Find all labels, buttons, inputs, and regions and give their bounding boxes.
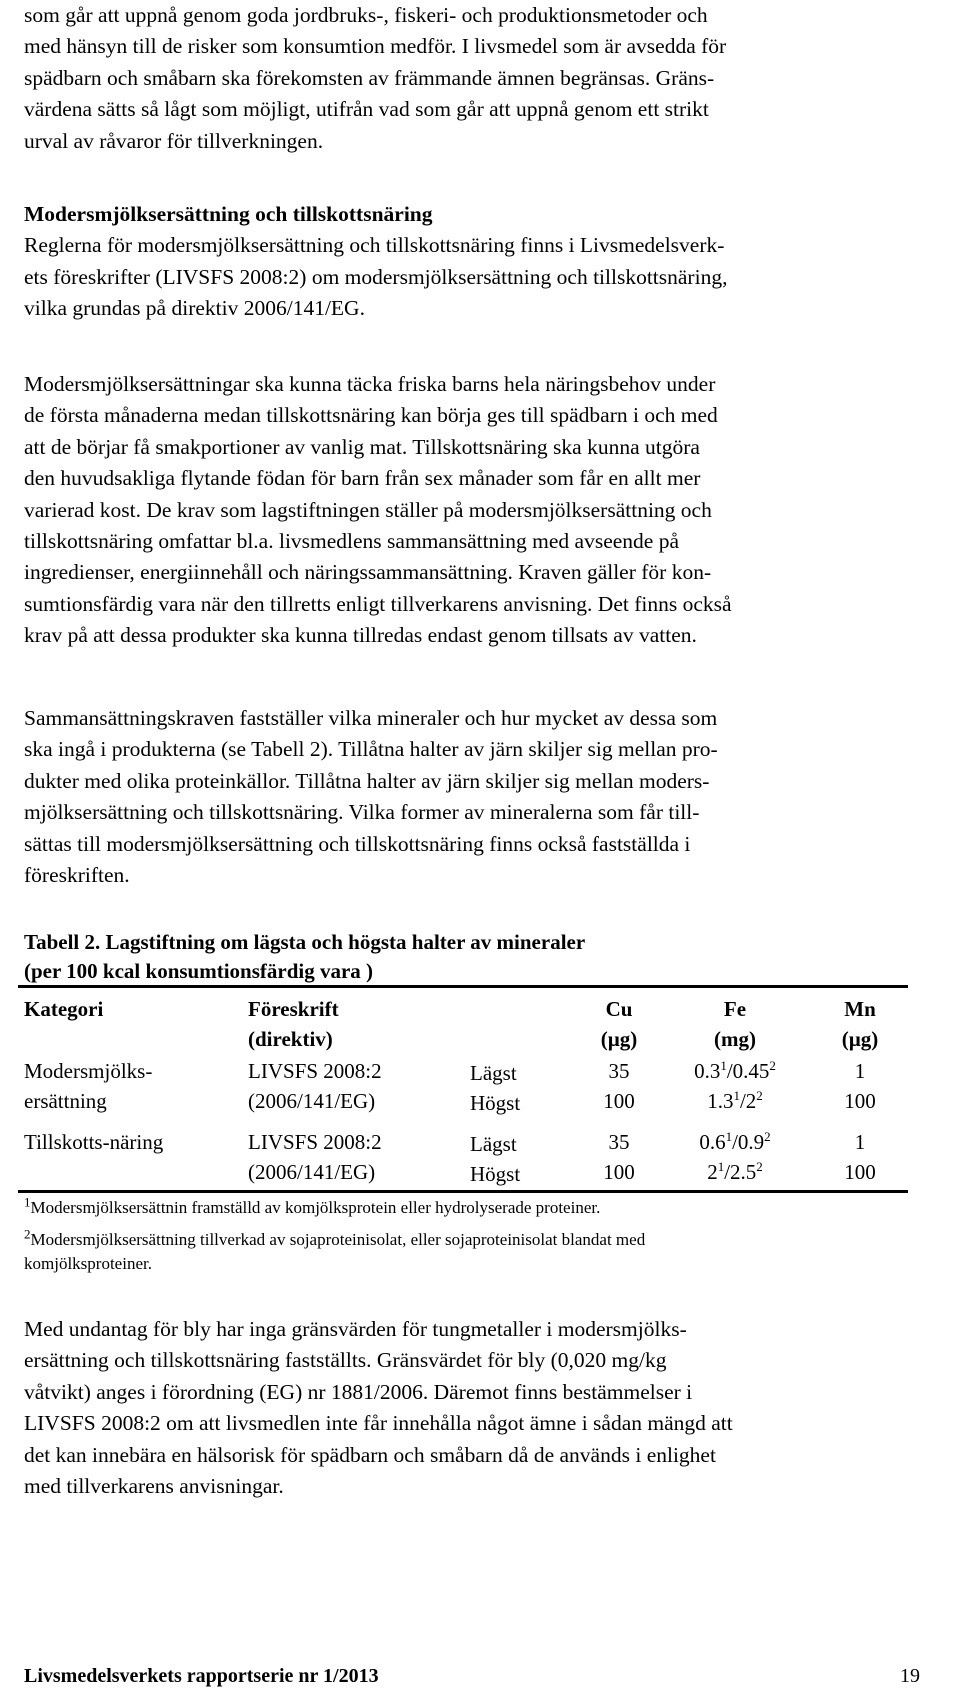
text-line: våtvikt) anges i förordning (EG) nr 1881/2006. Däremot finns bestämmelser i bbox=[24, 1379, 693, 1404]
col-header-cu: Cu bbox=[605, 997, 633, 1021]
paragraph-composition bbox=[24, 703, 944, 891]
col-header-mn: Mn bbox=[844, 997, 876, 1021]
table-cell-cu-high: 100 bbox=[603, 1089, 635, 1113]
text-line: vilka grundas på direktiv 2006/141/EG. bbox=[24, 296, 365, 321]
table-cell-direktiv: (2006/141/EG) bbox=[248, 1160, 376, 1184]
text-line: värdena sätts så lågt som möjligt, utifrån vad som går att uppnå genom ett strikt bbox=[24, 97, 709, 122]
text-line: mjölksersättning och tillskottsnäring. Vilka former av mineralerna som får till- bbox=[24, 800, 700, 825]
section-modersmjolk bbox=[24, 199, 944, 325]
table-cell-level-low: Lägst bbox=[470, 1132, 517, 1156]
table-cell-direktiv: (2006/141/EG) bbox=[248, 1089, 376, 1113]
table-footnote-2-cont: komjölksproteiner. bbox=[24, 1254, 152, 1273]
table-cell-fe-high: $2^1/2.5^2$ bbox=[707, 1159, 763, 1184]
table-cell-cu-high: 100 bbox=[603, 1160, 635, 1184]
table-cell-level-high: Högst bbox=[470, 1091, 521, 1115]
col-header-cu-unit: (µg) bbox=[600, 1027, 638, 1051]
text-line: det kan innebära en hälsorisk för spädbarn och småbarn då de används i enlighet bbox=[24, 1442, 716, 1467]
text-line: ska ingå i produkterna (se Tabell 2). Tillåtna halter av järn skiljer sig mellan pro- bbox=[24, 737, 718, 762]
table-cell-cu-low: 35 bbox=[608, 1130, 630, 1154]
text-line: Sammansättningskraven fastställer vilka mineraler och hur mycket av dessa som bbox=[24, 706, 718, 730]
text-line: som går att uppnå genom goda jordbruks-, fiskeri- och produktionsmetoder och bbox=[24, 3, 708, 27]
col-header-mn-unit: (µg) bbox=[841, 1027, 879, 1051]
paragraph-heavy-metals bbox=[24, 1314, 944, 1502]
table-cell-mn-high: 100 bbox=[844, 1089, 876, 1113]
table-cell-foreskrift: LIVSFS 2008:2 bbox=[248, 1130, 382, 1154]
paragraph-intro bbox=[24, 0, 944, 157]
text-line: tillskottsnäring omfattar bl.a. livsmedlens sammansättning med avseende på bbox=[24, 529, 680, 554]
text-line: Modersmjölksersättningar ska kunna täcka friska barns hela näringsbehov under bbox=[24, 372, 716, 396]
text-line: LIVSFS 2008:2 om att livsmedlen inte får innehålla något ämne i sådan mängd att bbox=[24, 1411, 733, 1436]
table-cell-mn-high: 100 bbox=[844, 1160, 876, 1184]
table-cell-foreskrift: LIVSFS 2008:2 bbox=[248, 1059, 382, 1083]
text-line: ingredienser, energiinnehåll och näringssammansättning. Kraven gäller för kon- bbox=[24, 560, 712, 585]
table-cell-fe-low: $0.6^1/0.9^2$ bbox=[699, 1129, 771, 1154]
text-line: Reglerna för modersmjölksersättning och tillskottsnäring finns i Livsmedelsverk- bbox=[24, 233, 725, 258]
table-top-rule bbox=[18, 985, 908, 988]
text-line: ersättning och tillskottsnäring fastställts. Gränsvärdet för bly (0,020 mg/kg bbox=[24, 1348, 667, 1373]
text-line: föreskriften. bbox=[24, 863, 130, 888]
text-line: att de börjar få smakportioner av vanlig mat. Tillskottsnäring ska kunna utgöra bbox=[24, 434, 700, 459]
col-header-fe: Fe bbox=[723, 997, 747, 1021]
table-footnote-1: $^1$Modersmjölksersättnin framställd av komjölksprotein eller hydrolyserade proteiner. bbox=[24, 1194, 601, 1217]
section-heading: Modersmjölksersättning och tillskottsnäring bbox=[24, 202, 433, 226]
table-row-kategori: Tillskotts-näring bbox=[24, 1130, 164, 1154]
col-header-fe-unit: (mg) bbox=[714, 1027, 756, 1051]
table-cell-fe-high: $1.3^1/2^2$ bbox=[707, 1088, 763, 1113]
col-header-kategori: Kategori bbox=[24, 997, 104, 1021]
text-line: med hänsyn till de risker som konsumtion medför. I livsmedel som är avsedda för bbox=[24, 34, 727, 59]
text-line: den huvudsakliga flytande födan för barn från sex månader som får en allt mer bbox=[24, 466, 701, 491]
table-cell-fe-low: $0.3^1/0.45^2$ bbox=[694, 1058, 776, 1083]
text-line: krav på att dessa produkter ska kunna tillredas endast genom tillsats av vatten. bbox=[24, 623, 697, 648]
table-caption-line: (per 100 kcal konsumtionsfärdig vara ) bbox=[24, 959, 374, 983]
text-line: spädbarn och småbarn ska förekomsten av främmande ämnen begränsas. Gräns- bbox=[24, 65, 715, 90]
text-line: ets föreskrifter (LIVSFS 2008:2) om modersmjölksersättning och tillskottsnäring, bbox=[24, 264, 728, 289]
table-cell-level-high: Högst bbox=[470, 1162, 521, 1186]
table-cell-level-low: Lägst bbox=[470, 1061, 517, 1085]
text-line: de första månaderna medan tillskottsnäring kan börja ges till spädbarn i och med bbox=[24, 403, 718, 428]
footer-series-title: Livsmedelsverkets rapportserie nr 1/2013 bbox=[24, 1665, 379, 1687]
text-line: urval av råvaror för tillverkningen. bbox=[24, 128, 324, 153]
table-row-kategori-cont: ersättning bbox=[24, 1089, 107, 1113]
text-line: varierad kost. De krav som lagstiftningen ställer på modersmjölksersättning och bbox=[24, 497, 712, 522]
table-cell-cu-low: 35 bbox=[608, 1059, 630, 1083]
col-header-foreskrift: Föreskrift bbox=[248, 997, 339, 1021]
text-line: Med undantag för bly har inga gränsvärden för tungmetaller i modersmjölks- bbox=[24, 1317, 687, 1341]
page-number: 19 bbox=[900, 1665, 920, 1687]
text-line: dukter med olika proteinkällor. Tillåtna halter av järn skiljer sig mellan moders- bbox=[24, 768, 710, 793]
text-line: med tillverkarens anvisningar. bbox=[24, 1474, 284, 1499]
col-header-foreskrift-sub: (direktiv) bbox=[248, 1027, 333, 1051]
table-cell-mn-low: 1 bbox=[854, 1130, 866, 1154]
table-bottom-rule bbox=[18, 1190, 908, 1193]
text-line: sättas till modersmjölksersättning och tillskottsnäring finns också fastställda i bbox=[24, 831, 691, 856]
table-cell-mn-low: 1 bbox=[854, 1059, 866, 1083]
table-caption bbox=[24, 928, 904, 986]
table-footnote-2: $^2$Modersmjölksersättning tillverkad av sojaproteinisolat, eller sojaproteinisolat blandat med bbox=[24, 1226, 646, 1249]
text-line: sumtionsfärdig vara när den tillretts enligt tillverkarens anvisning. Det finns också bbox=[24, 591, 732, 616]
table-row-kategori: Modersmjölks- bbox=[24, 1059, 153, 1083]
table-caption-line: Tabell 2. Lagstiftning om lägsta och högsta halter av mineraler bbox=[24, 930, 586, 954]
paragraph-requirements bbox=[24, 369, 944, 652]
